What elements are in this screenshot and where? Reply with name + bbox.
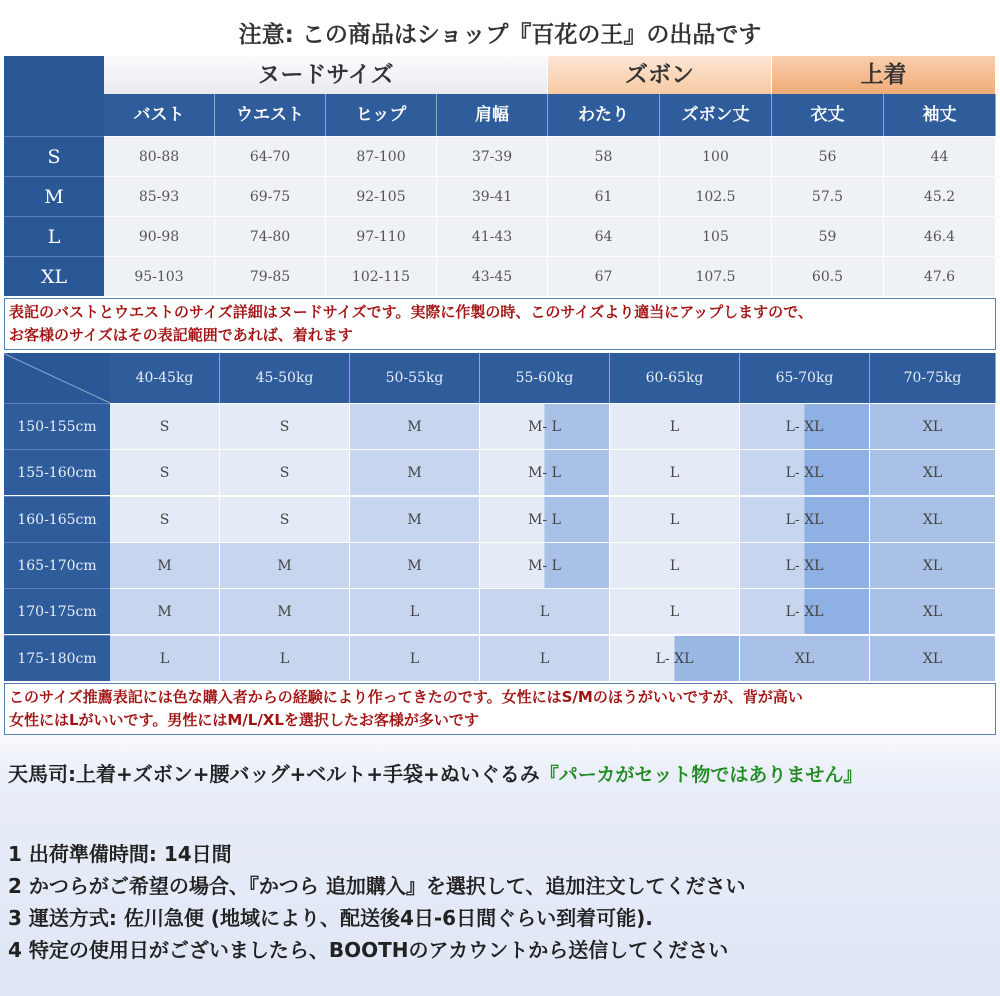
- size-cell: 64-70: [215, 136, 326, 176]
- weight-header: 60-65kg: [610, 353, 740, 403]
- shop-notice: 注意: この商品はショップ『百花の王』の出品です: [238, 22, 762, 48]
- set-contents-main: 天馬司:上着+ズボン+腰バッグ+ベルト+手袋+ぬいぐるみ: [8, 762, 540, 786]
- recommend-note-line1: このサイズ推薦表記には色な購入者からの経験により作ってきたのです。女性にはS/Mのほうがいいですが、背が高い: [9, 688, 803, 706]
- recommend-cell: L: [610, 542, 740, 588]
- size-cell: 58: [548, 136, 660, 176]
- height-header: 160-165cm: [4, 496, 110, 542]
- size-cell: 61: [548, 176, 660, 216]
- recommend-cell: L: [610, 449, 740, 495]
- size-cell: 74-80: [215, 216, 326, 256]
- height-header: 170-175cm: [4, 588, 110, 634]
- size-cell: 79-85: [215, 256, 326, 296]
- height-header: 165-170cm: [4, 542, 110, 588]
- recommend-cell: XL: [870, 588, 996, 634]
- recommend-cell: L- XL: [740, 588, 870, 634]
- recommend-cell: S: [220, 496, 350, 542]
- size-cell: 47.6: [884, 256, 996, 296]
- recommend-cell: M: [350, 403, 480, 449]
- recommend-cell: M: [110, 588, 220, 634]
- size-table: [4, 56, 996, 296]
- col-bust: バスト: [104, 94, 215, 136]
- size-cell: 90-98: [104, 216, 215, 256]
- info-line-4: 4 特定の使用日がございましたら、BOOTHのアカウントから送信してください: [8, 938, 729, 962]
- size-cell: 92-105: [326, 176, 437, 216]
- size-label: XL: [4, 256, 104, 296]
- size-cell: 46.4: [884, 216, 996, 256]
- set-contents: [8, 758, 862, 787]
- weight-header: 45-50kg: [220, 353, 350, 403]
- recommend-cell: XL: [870, 403, 996, 449]
- size-cell: 105: [660, 216, 772, 256]
- size-cell: 95-103: [104, 256, 215, 296]
- recommend-cell: M: [220, 588, 350, 634]
- recommend-cell: S: [110, 449, 220, 495]
- group-top: 上着: [772, 56, 996, 94]
- recommend-cell: S: [220, 403, 350, 449]
- recommend-table-corner: [4, 353, 110, 403]
- col-hip: ヒップ: [326, 94, 437, 136]
- size-cell: 69-75: [215, 176, 326, 216]
- height-header: 150-155cm: [4, 403, 110, 449]
- recommend-table: [4, 353, 996, 681]
- size-cell: 41-43: [437, 216, 548, 256]
- size-cell: 100: [660, 136, 772, 176]
- weight-header: 50-55kg: [350, 353, 480, 403]
- size-label: L: [4, 216, 104, 256]
- size-cell: 39-41: [437, 176, 548, 216]
- size-cell: 59: [772, 216, 884, 256]
- size-cell: 67: [548, 256, 660, 296]
- size-note: [4, 298, 996, 350]
- recommend-cell: S: [110, 496, 220, 542]
- recommend-cell: L: [220, 635, 350, 681]
- size-cell: 44: [884, 136, 996, 176]
- recommend-cell: L- XL: [610, 635, 740, 681]
- info-line-3: 3 運送方式: 佐川急便 (地域により、配送後4日-6日間ぐらい到着可能).: [8, 906, 653, 930]
- recommend-cell: S: [110, 403, 220, 449]
- col-waist: ウエスト: [215, 94, 326, 136]
- recommend-cell: M- L: [480, 403, 610, 449]
- size-cell: 45.2: [884, 176, 996, 216]
- recommend-cell: XL: [870, 542, 996, 588]
- recommend-cell: L: [610, 496, 740, 542]
- recommend-cell: XL: [870, 496, 996, 542]
- recommend-cell: L: [350, 588, 480, 634]
- recommend-cell: M- L: [480, 449, 610, 495]
- height-header: 175-180cm: [4, 635, 110, 681]
- weight-header: 70-75kg: [870, 353, 996, 403]
- recommend-note-line2: 女性にはLがいいです。男性にはM/L/XLを選択したお客様が多いです: [9, 711, 479, 729]
- recommend-cell: M: [110, 542, 220, 588]
- group-pants: ズボン: [548, 56, 772, 94]
- recommend-cell: S: [220, 449, 350, 495]
- weight-header: 65-70kg: [740, 353, 870, 403]
- col-pants-length: ズボン丈: [660, 94, 772, 136]
- size-cell: 85-93: [104, 176, 215, 216]
- col-sleeve: 袖丈: [884, 94, 996, 136]
- recommend-cell: M: [350, 542, 480, 588]
- size-cell: 43-45: [437, 256, 548, 296]
- size-cell: 56: [772, 136, 884, 176]
- recommend-cell: L: [610, 403, 740, 449]
- weight-header: 55-60kg: [480, 353, 610, 403]
- recommend-cell: M: [350, 449, 480, 495]
- size-cell: 64: [548, 216, 660, 256]
- size-note-line2: お客様のサイズはその表記範囲であれば、着れます: [9, 326, 353, 344]
- recommend-cell: XL: [870, 635, 996, 681]
- recommend-cell: L: [480, 635, 610, 681]
- size-cell: 80-88: [104, 136, 215, 176]
- col-thigh: わたり: [548, 94, 660, 136]
- size-cell: 37-39: [437, 136, 548, 176]
- set-contents-warning: 『パーカがセット物ではありません』: [539, 764, 863, 786]
- size-cell: 60.5: [772, 256, 884, 296]
- weight-header: 40-45kg: [110, 353, 220, 403]
- recommend-cell: XL: [870, 449, 996, 495]
- recommend-cell: L- XL: [740, 403, 870, 449]
- size-cell: 102.5: [660, 176, 772, 216]
- size-note-line1: 表記のバストとウエストのサイズ詳細はヌードサイズです。実際に作製の時、このサイズより適当にアップしますので、: [9, 303, 813, 321]
- size-cell: 107.5: [660, 256, 772, 296]
- height-header: 155-160cm: [4, 449, 110, 495]
- recommend-cell: M- L: [480, 496, 610, 542]
- recommend-cell: M: [220, 542, 350, 588]
- size-label: M: [4, 176, 104, 216]
- recommend-cell: L- XL: [740, 542, 870, 588]
- recommend-cell: L- XL: [740, 449, 870, 495]
- recommend-cell: L: [110, 635, 220, 681]
- recommend-cell: L: [610, 588, 740, 634]
- recommend-cell: M- L: [480, 542, 610, 588]
- info-line-1: 1 出荷準備時間: 14日間: [8, 842, 232, 866]
- size-cell: 102-115: [326, 256, 437, 296]
- size-cell: 57.5: [772, 176, 884, 216]
- info-line-2: 2 かつらがご希望の場合、『かつら 追加購入』を選択して、追加注文してください: [8, 874, 746, 898]
- recommend-note: [4, 683, 996, 735]
- col-top-length: 衣丈: [772, 94, 884, 136]
- size-cell: 87-100: [326, 136, 437, 176]
- group-nude-size: ヌードサイズ: [104, 56, 548, 94]
- size-label: S: [4, 136, 104, 176]
- recommend-cell: M: [350, 496, 480, 542]
- size-cell: 97-110: [326, 216, 437, 256]
- recommend-cell: L: [480, 588, 610, 634]
- recommend-cell: L: [350, 635, 480, 681]
- recommend-cell: L- XL: [740, 496, 870, 542]
- col-shoulder: 肩幅: [437, 94, 548, 136]
- recommend-cell: XL: [740, 635, 870, 681]
